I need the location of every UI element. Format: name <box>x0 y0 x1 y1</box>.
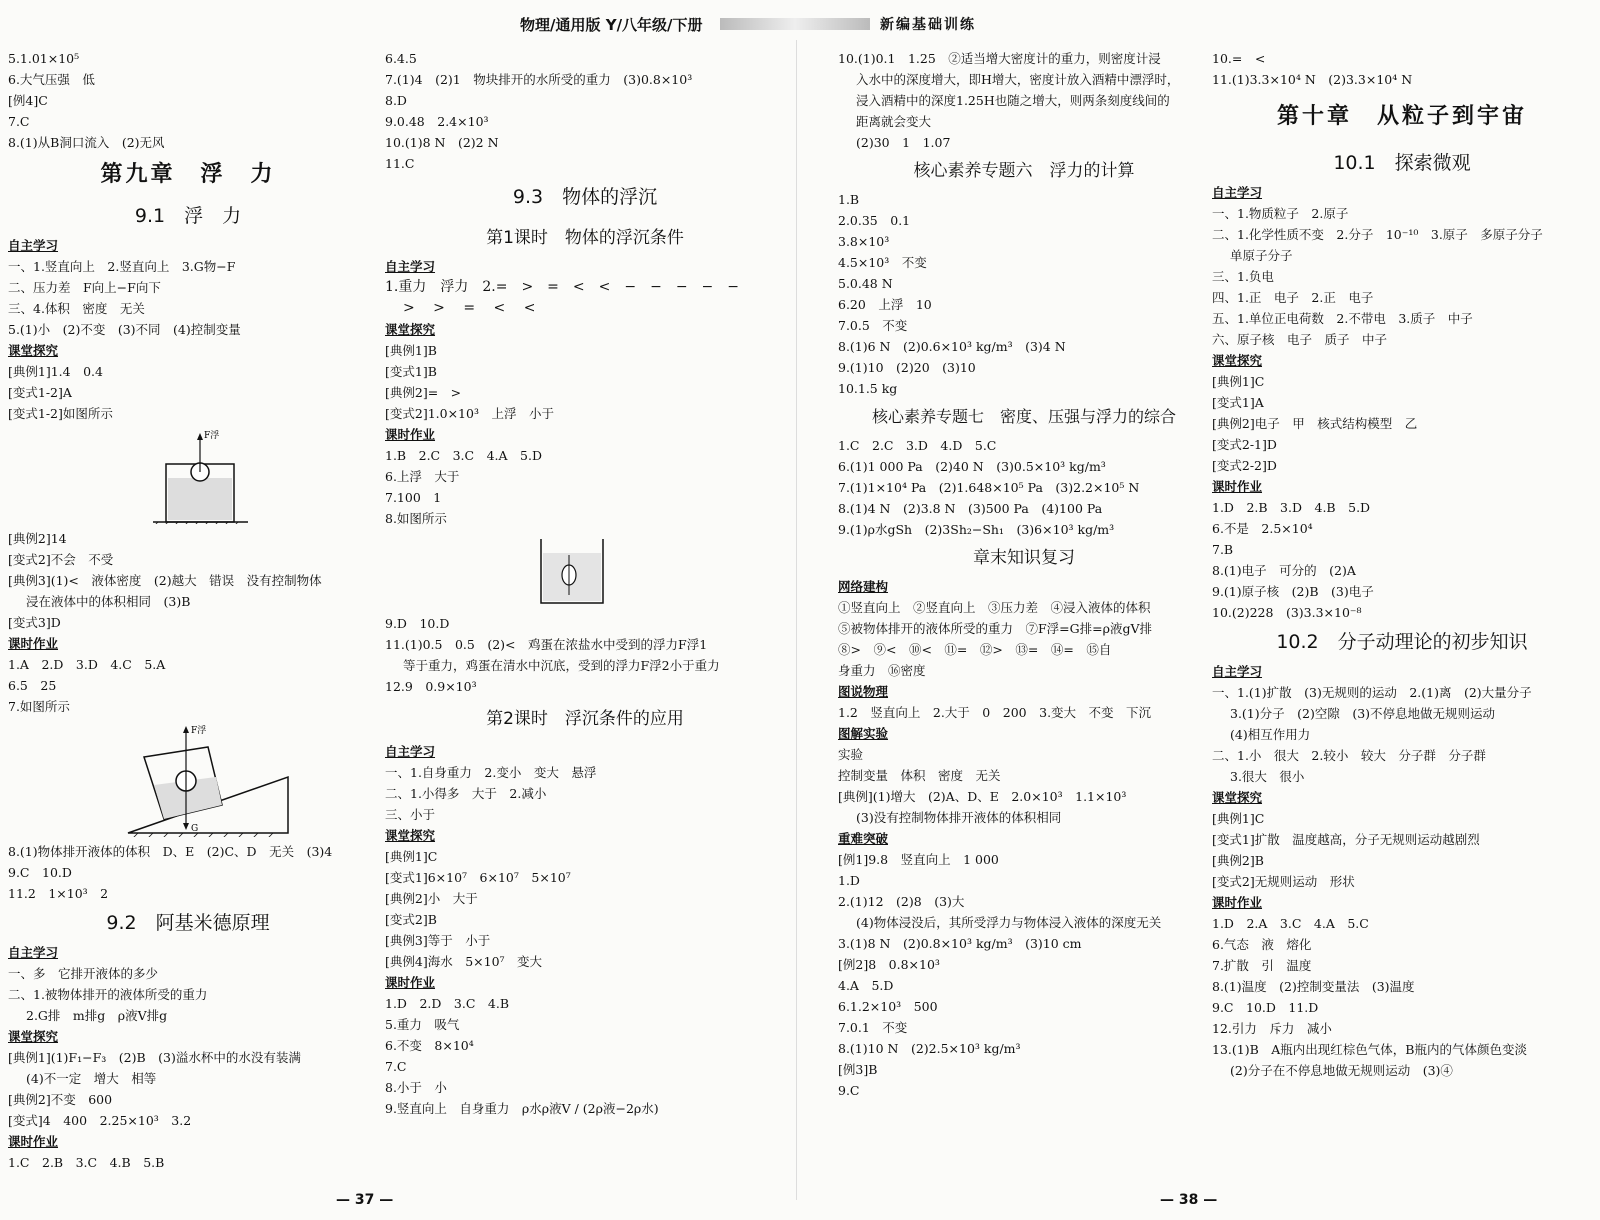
answer-line: 1.重力 浮力 2.= > = < < − − − − − <box>385 279 740 295</box>
section-title: 9.3 物体的浮沉 <box>512 186 658 208</box>
answer-line: 浸在液体中的体积相同 (3)B <box>26 594 191 609</box>
section-tag: 课时作业 <box>8 636 59 651</box>
answer-line: 1.D 2.D 3.C 4.B <box>385 996 509 1011</box>
incline-figure <box>8 721 368 837</box>
section-tag: 自主学习 <box>8 238 59 253</box>
answer-line: 控制变量 体积 密度 无关 <box>838 768 1001 783</box>
answer-line: 7.扩散 引 温度 <box>1212 958 1312 973</box>
section-tag: 课堂探究 <box>1212 353 1263 368</box>
section-title: 10.1 探索微观 <box>1333 152 1471 174</box>
answer-line: [变式1]B <box>385 364 437 379</box>
answer-line: 2.G排 m排g ρ液V排g <box>26 1008 168 1023</box>
answer-line: 一、多 它排开液体的多少 <box>8 966 159 981</box>
answer-line: 9.0.48 2.4×10³ <box>385 114 489 129</box>
chapter-title: 第九章 浮 力 <box>100 162 276 187</box>
answer-line: 二、1.化学性质不变 2.分子 10⁻¹⁰ 3.原子 多原子分子 <box>1212 227 1543 242</box>
answer-line: 10.(2)228 (3)3.3×10⁻⁸ <box>1212 605 1362 620</box>
answer-line: (2)30 1 1.07 <box>856 135 951 150</box>
answer-line: [变式2-1]D <box>1212 437 1277 452</box>
section-tag: 课堂探究 <box>1212 790 1263 805</box>
answer-line: 一、1.竖直向上 2.竖直向上 3.G物−F <box>8 259 236 274</box>
section-title: 9.1 浮 力 <box>134 205 242 227</box>
answer-line: 8.(1)物体排开液体的体积 D、E (2)C、D 无关 (3)4 <box>8 844 333 859</box>
answer-line: 二、1.小 很大 2.较小 较大 分子群 分子群 <box>1212 748 1486 763</box>
answer-line: 6.4.5 <box>385 51 417 66</box>
answer-line: 9.C <box>838 1083 860 1098</box>
series-title: 新编基础训练 <box>880 17 976 33</box>
answer-line: 10.(1)8 N (2)2 N <box>385 135 499 150</box>
answer-line: 二、压力差 F向上−F向下 <box>8 280 161 295</box>
answer-line: 6.上浮 大于 <box>385 469 460 484</box>
answer-line: [典例2]14 <box>8 531 67 546</box>
section-tag: 图解实验 <box>838 726 889 741</box>
answer-line: [变式1]6×10⁷ 6×10⁷ 5×10⁷ <box>385 870 571 885</box>
beaker-figure <box>8 428 368 524</box>
answer-line: 9.(1)ρ水gSh (2)3Sh₂−Sh₁ (3)6×10³ kg/m³ <box>838 522 1115 537</box>
section-tag: 自主学习 <box>385 259 436 274</box>
answer-line: [典例4]海水 5×10⁷ 变大 <box>385 954 543 969</box>
answer-line: 一、1.自身重力 2.变小 变大 悬浮 <box>385 765 597 780</box>
page-fold <box>796 40 797 1200</box>
answer-line: 10.(1)0.1 1.25 ②适当增大密度计的重力，则密度计浸 <box>838 51 1161 66</box>
answer-line: 1.A 2.D 3.D 4.C 5.A <box>8 657 166 672</box>
answer-line: 7.如图所示 <box>8 699 70 714</box>
answer-line: [典例1]B <box>385 343 437 358</box>
answer-line: 六、原子核 电子 质子 中子 <box>1212 332 1388 347</box>
column-2 <box>385 48 785 1119</box>
answer-line: [变式1]扩散 温度越高，分子无规则运动越剧烈 <box>1212 832 1480 847</box>
answer-line: 8.D <box>385 93 407 108</box>
answer-line: [典例3](1)< 液体密度 (2)越大 错误 没有控制物体 <box>8 573 322 588</box>
answer-line: 1.2 竖直向上 2.大于 0 200 3.变大 不变 下沉 <box>838 705 1152 720</box>
answer-line: [典例2]不变 600 <box>8 1092 113 1107</box>
answer-line: 一、1.(1)扩散 (3)无规则的运动 2.(1)离 (2)大量分子 <box>1212 685 1532 700</box>
section-title: 9.2 阿基米德原理 <box>106 912 270 934</box>
answer-line: 4.5×10³ 不变 <box>838 255 927 270</box>
answer-line: 8.(1)10 N (2)2.5×10³ kg/m³ <box>838 1041 1021 1056</box>
section-tag: 课堂探究 <box>8 343 59 358</box>
answer-line: [典例2]小 大于 <box>385 891 478 906</box>
force-label-buoy: F浮 <box>191 726 207 736</box>
lesson-title: 第2课时 浮沉条件的应用 <box>486 709 684 729</box>
answer-line: 9.C 10.D 11.D <box>1212 1000 1319 1015</box>
answer-line: (4)不一定 增大 相等 <box>26 1071 157 1086</box>
section-tag: 自主学习 <box>1212 185 1263 200</box>
section-tag: 课堂探究 <box>385 322 436 337</box>
answer-line: 一、1.物质粒子 2.原子 <box>1212 206 1349 221</box>
answer-line: 距离就会变大 <box>856 114 932 129</box>
beaker-diagram <box>8 428 368 524</box>
section-tag: 自主学习 <box>8 945 59 960</box>
answer-line: [变式1-2]A <box>8 385 72 400</box>
answer-line: 1.B 2.C 3.C 4.A 5.D <box>385 448 542 463</box>
answer-line: ①竖直向上 ②竖直向上 ③压力差 ④浸入液体的体积 <box>838 600 1151 615</box>
answer-line: [例2]8 0.8×10³ <box>838 957 940 972</box>
review-title: 章末知识复习 <box>973 548 1075 568</box>
answer-line: 6.5 25 <box>8 678 57 693</box>
topic-title: 核心素养专题六 浮力的计算 <box>913 161 1135 181</box>
answer-line: 3.8×10³ <box>838 234 890 249</box>
answer-line: [变式1-2]如图所示 <box>8 406 113 421</box>
answer-line: 2.0.35 0.1 <box>838 213 911 228</box>
col1-pre <box>8 48 368 153</box>
answer-line: 6.气态 液 熔化 <box>1212 937 1312 952</box>
answer-line: 9.竖直向上 自身重力 ρ水ρ液V / (2ρ液−2ρ水) <box>385 1101 659 1116</box>
answer-line: 7.B <box>1212 542 1234 557</box>
answer-line: [典例3]等于 小于 <box>385 933 491 948</box>
answer-line: 6.1.2×10³ 500 <box>838 999 938 1014</box>
section-tag: 课堂探究 <box>385 828 436 843</box>
answer-line: 6.大气压强 低 <box>8 72 95 87</box>
column-1 <box>8 48 368 1173</box>
answer-line: 2.(1)12 (2)8 (3)大 <box>838 894 965 909</box>
answer-line: 1.C 2.C 3.D 4.D 5.C <box>838 438 997 453</box>
answer-line: [变式2-2]D <box>1212 458 1277 473</box>
answer-line: [典例1]C <box>385 849 438 864</box>
page-header <box>0 0 1600 38</box>
answer-line: [典例2]= > <box>385 385 462 400</box>
page-number-right: — 38 — <box>1160 1192 1218 1208</box>
answer-line: 7.C <box>8 114 30 129</box>
answer-line: 5.1.01×10⁵ <box>8 51 80 66</box>
answer-line: 3.很大 很小 <box>1230 769 1305 784</box>
lesson-title: 第1课时 物体的浮沉条件 <box>486 228 684 248</box>
answer-line: [变式2]无规则运动 形状 <box>1212 874 1355 889</box>
answer-line: 7.0.5 不变 <box>838 318 908 333</box>
answer-line: [变式]4 400 2.25×10³ 3.2 <box>8 1113 192 1128</box>
answer-line: 二、1.小得多 大于 2.减小 <box>385 786 547 801</box>
answer-line: (4)相互作用力 <box>1230 727 1311 742</box>
answer-line: 8.(1)温度 (2)控制变量法 (3)温度 <box>1212 979 1415 994</box>
answer-line: [典例1]1.4 0.4 <box>8 364 103 379</box>
answer-line: 7.100 1 <box>385 490 442 505</box>
answer-line: 7.C <box>385 1059 407 1074</box>
answer-line: 11.(1)0.5 0.5 (2)< 鸡蛋在浓盐水中受到的浮力F浮1 <box>385 637 708 652</box>
answer-line: 3.(1)8 N (2)0.8×10³ kg/m³ (3)10 cm <box>838 936 1082 951</box>
section-tag: 课时作业 <box>1212 895 1263 910</box>
answer-line: 3.(1)分子 (2)空隙 (3)不停息地做无规则运动 <box>1230 706 1496 721</box>
answer-line: [变式1]A <box>1212 395 1264 410</box>
answer-line: 8.(1)4 N (2)3.8 N (3)500 Pa (4)100 Pa <box>838 501 1103 516</box>
answer-line: 5.(1)小 (2)不变 (3)不同 (4)控制变量 <box>8 322 241 337</box>
answer-line: 1.D 2.B 3.D 4.B 5.D <box>1212 500 1371 515</box>
answer-line: 10.= < <box>1212 51 1266 66</box>
answer-line: 11.C <box>385 156 415 171</box>
answer-line: (3)没有控制物体排开液体的体积相同 <box>856 810 1062 825</box>
answer-line: 1.D <box>838 873 860 888</box>
section-tag: 课时作业 <box>8 1134 59 1149</box>
answer-line: 实验 <box>838 747 864 762</box>
answer-line: 二、1.被物体排开的液体所受的重力 <box>8 987 208 1002</box>
answer-line: 6.不变 8×10⁴ <box>385 1038 474 1053</box>
answer-line: [例4]C <box>8 93 48 108</box>
section-tag: 课堂探究 <box>8 1029 59 1044</box>
egg-beaker-diagram <box>385 533 785 609</box>
answer-line: 5.重力 吸气 <box>385 1017 460 1032</box>
answer-line: 8.(1)电子 可分的 (2)A <box>1212 563 1356 578</box>
answer-line: [典例2]B <box>1212 853 1264 868</box>
answer-line: [例1]9.8 竖直向上 1 000 <box>838 852 999 867</box>
answer-line: [变式2]不会 不受 <box>8 552 114 567</box>
answer-line: 单原子分子 <box>1230 248 1293 263</box>
answer-line: 9.(1)原子核 (2)B (3)电子 <box>1212 584 1374 599</box>
answer-line: 8.小于 小 <box>385 1080 447 1095</box>
answer-line: 13.(1)B A瓶内出现红棕色气体，B瓶内的气体颜色变淡 <box>1212 1042 1527 1057</box>
answer-line: [典例2]电子 甲 核式结构模型 乙 <box>1212 416 1418 431</box>
answer-line: 浸入酒精中的深度1.25H也随之增大，则两条刻度线间的 <box>856 93 1170 108</box>
answer-line: 6.20 上浮 10 <box>838 297 932 312</box>
column-4 <box>1212 48 1592 1081</box>
section-tag: 网络建构 <box>838 579 889 594</box>
answer-line: 7.0.1 不变 <box>838 1020 908 1035</box>
answer-line: 1.C 2.B 3.C 4.B 5.B <box>8 1155 165 1170</box>
book-title: 物理/通用版 Y/八年级/下册 <box>520 16 703 34</box>
answer-line: [例3]B <box>838 1062 878 1077</box>
answer-line: 6.(1)1 000 Pa (2)40 N (3)0.5×10³ kg/m³ <box>838 459 1106 474</box>
answer-line: 4.A 5.D <box>838 978 894 993</box>
answer-line: [典例1](1)F₁−F₃ (2)B (3)溢水杯中的水没有装满 <box>8 1050 301 1065</box>
answer-line: > > = < < <box>403 300 536 316</box>
answer-line: 6.不是 2.5×10⁴ <box>1212 521 1313 536</box>
answer-line: 9.D 10.D <box>385 616 450 631</box>
answer-line: 8.(1)6 N (2)0.6×10³ kg/m³ (3)4 N <box>838 339 1066 354</box>
answer-line: 1.D 2.A 3.C 4.A 5.C <box>1212 916 1369 931</box>
section-tag: 重难突破 <box>838 831 889 846</box>
answer-line: 五、1.单位正电荷数 2.不带电 3.质子 中子 <box>1212 311 1473 326</box>
answer-line: [典例1]C <box>1212 811 1265 826</box>
egg-beaker-figure <box>385 533 785 609</box>
answer-line: 入水中的深度增大，即H增大，密度计放入酒精中漂浮时， <box>856 72 1180 87</box>
answer-line: 11.(1)3.3×10⁴ N (2)3.3×10⁴ N <box>1212 72 1413 87</box>
answer-line: [典例1]C <box>1212 374 1265 389</box>
answer-line: 三、小于 <box>385 807 436 822</box>
answer-line: 7.(1)1×10⁴ Pa (2)1.648×10⁵ Pa (3)2.2×10⁵ N <box>838 480 1140 495</box>
answer-line: [变式3]D <box>8 615 61 630</box>
answer-line: [典例](1)增大 (2)A、D、E 2.0×10³ 1.1×10³ <box>838 789 1127 804</box>
answer-line: 8.(1)从B洞口流入 (2)无风 <box>8 135 165 150</box>
answer-line: (4)物体浸没后，其所受浮力与物体浸入液体的深度无关 <box>856 915 1162 930</box>
answer-line: 8.如图所示 <box>385 511 447 526</box>
section-title: 10.2 分子动理论的初步知识 <box>1276 631 1528 653</box>
answer-line: 11.2 1×10³ 2 <box>8 886 109 901</box>
answer-line: 四、1.正 电子 2.正 电子 <box>1212 290 1374 305</box>
answer-line: 10.1.5 kg <box>838 381 898 396</box>
answer-line: [变式2]B <box>385 912 437 927</box>
answer-line: ⑧> ⑨< ⑩< ⑪= ⑫> ⑬= ⑭= ⑮自 <box>838 642 1112 657</box>
answer-line: 等于重力，鸡蛋在清水中沉底，受到的浮力F浮2小于重力 <box>403 658 720 673</box>
answer-line: 身重力 ⑯密度 <box>838 663 926 678</box>
force-label-buoy: F浮 <box>204 431 220 441</box>
section-tag: 图说物理 <box>838 684 889 699</box>
answer-line: [变式2]1.0×10³ 上浮 小于 <box>385 406 554 421</box>
answer-line: 12.9 0.9×10³ <box>385 679 477 694</box>
force-label-gravity: G <box>191 824 199 834</box>
answer-line: 12.引力 斥力 减小 <box>1212 1021 1332 1036</box>
section-tag: 课时作业 <box>1212 479 1263 494</box>
incline-diagram <box>8 721 368 837</box>
column-3 <box>838 48 1210 1101</box>
section-tag: 自主学习 <box>385 744 436 759</box>
section-tag: 课时作业 <box>385 975 436 990</box>
answer-line: 9.(1)10 (2)20 (3)10 <box>838 360 976 375</box>
answer-line: 9.C 10.D <box>8 865 72 880</box>
answer-line: 1.B <box>838 192 860 207</box>
answer-line: 7.(1)4 (2)1 物块排开的水所受的重力 (3)0.8×10³ <box>385 72 693 87</box>
answer-line: 5.0.48 N <box>838 276 893 291</box>
topic-title: 核心素养专题七 密度、压强与浮力的综合 <box>871 407 1176 426</box>
chapter-title: 第十章 从粒子到宇宙 <box>1276 104 1527 129</box>
answer-line: ⑤被物体排开的液体所受的重力 ⑦F浮=G排=ρ液gV排 <box>838 621 1152 636</box>
answer-line: 三、4.体积 密度 无关 <box>8 301 145 316</box>
answer-line: 三、1.负电 <box>1212 269 1274 284</box>
header-bar <box>720 18 870 30</box>
section-tag: 自主学习 <box>1212 664 1263 679</box>
answer-line: (2)分子在不停息地做无规则运动 (3)④ <box>1230 1063 1453 1078</box>
section-tag: 课时作业 <box>385 427 436 442</box>
page-number-left: — 37 — <box>336 1192 394 1208</box>
